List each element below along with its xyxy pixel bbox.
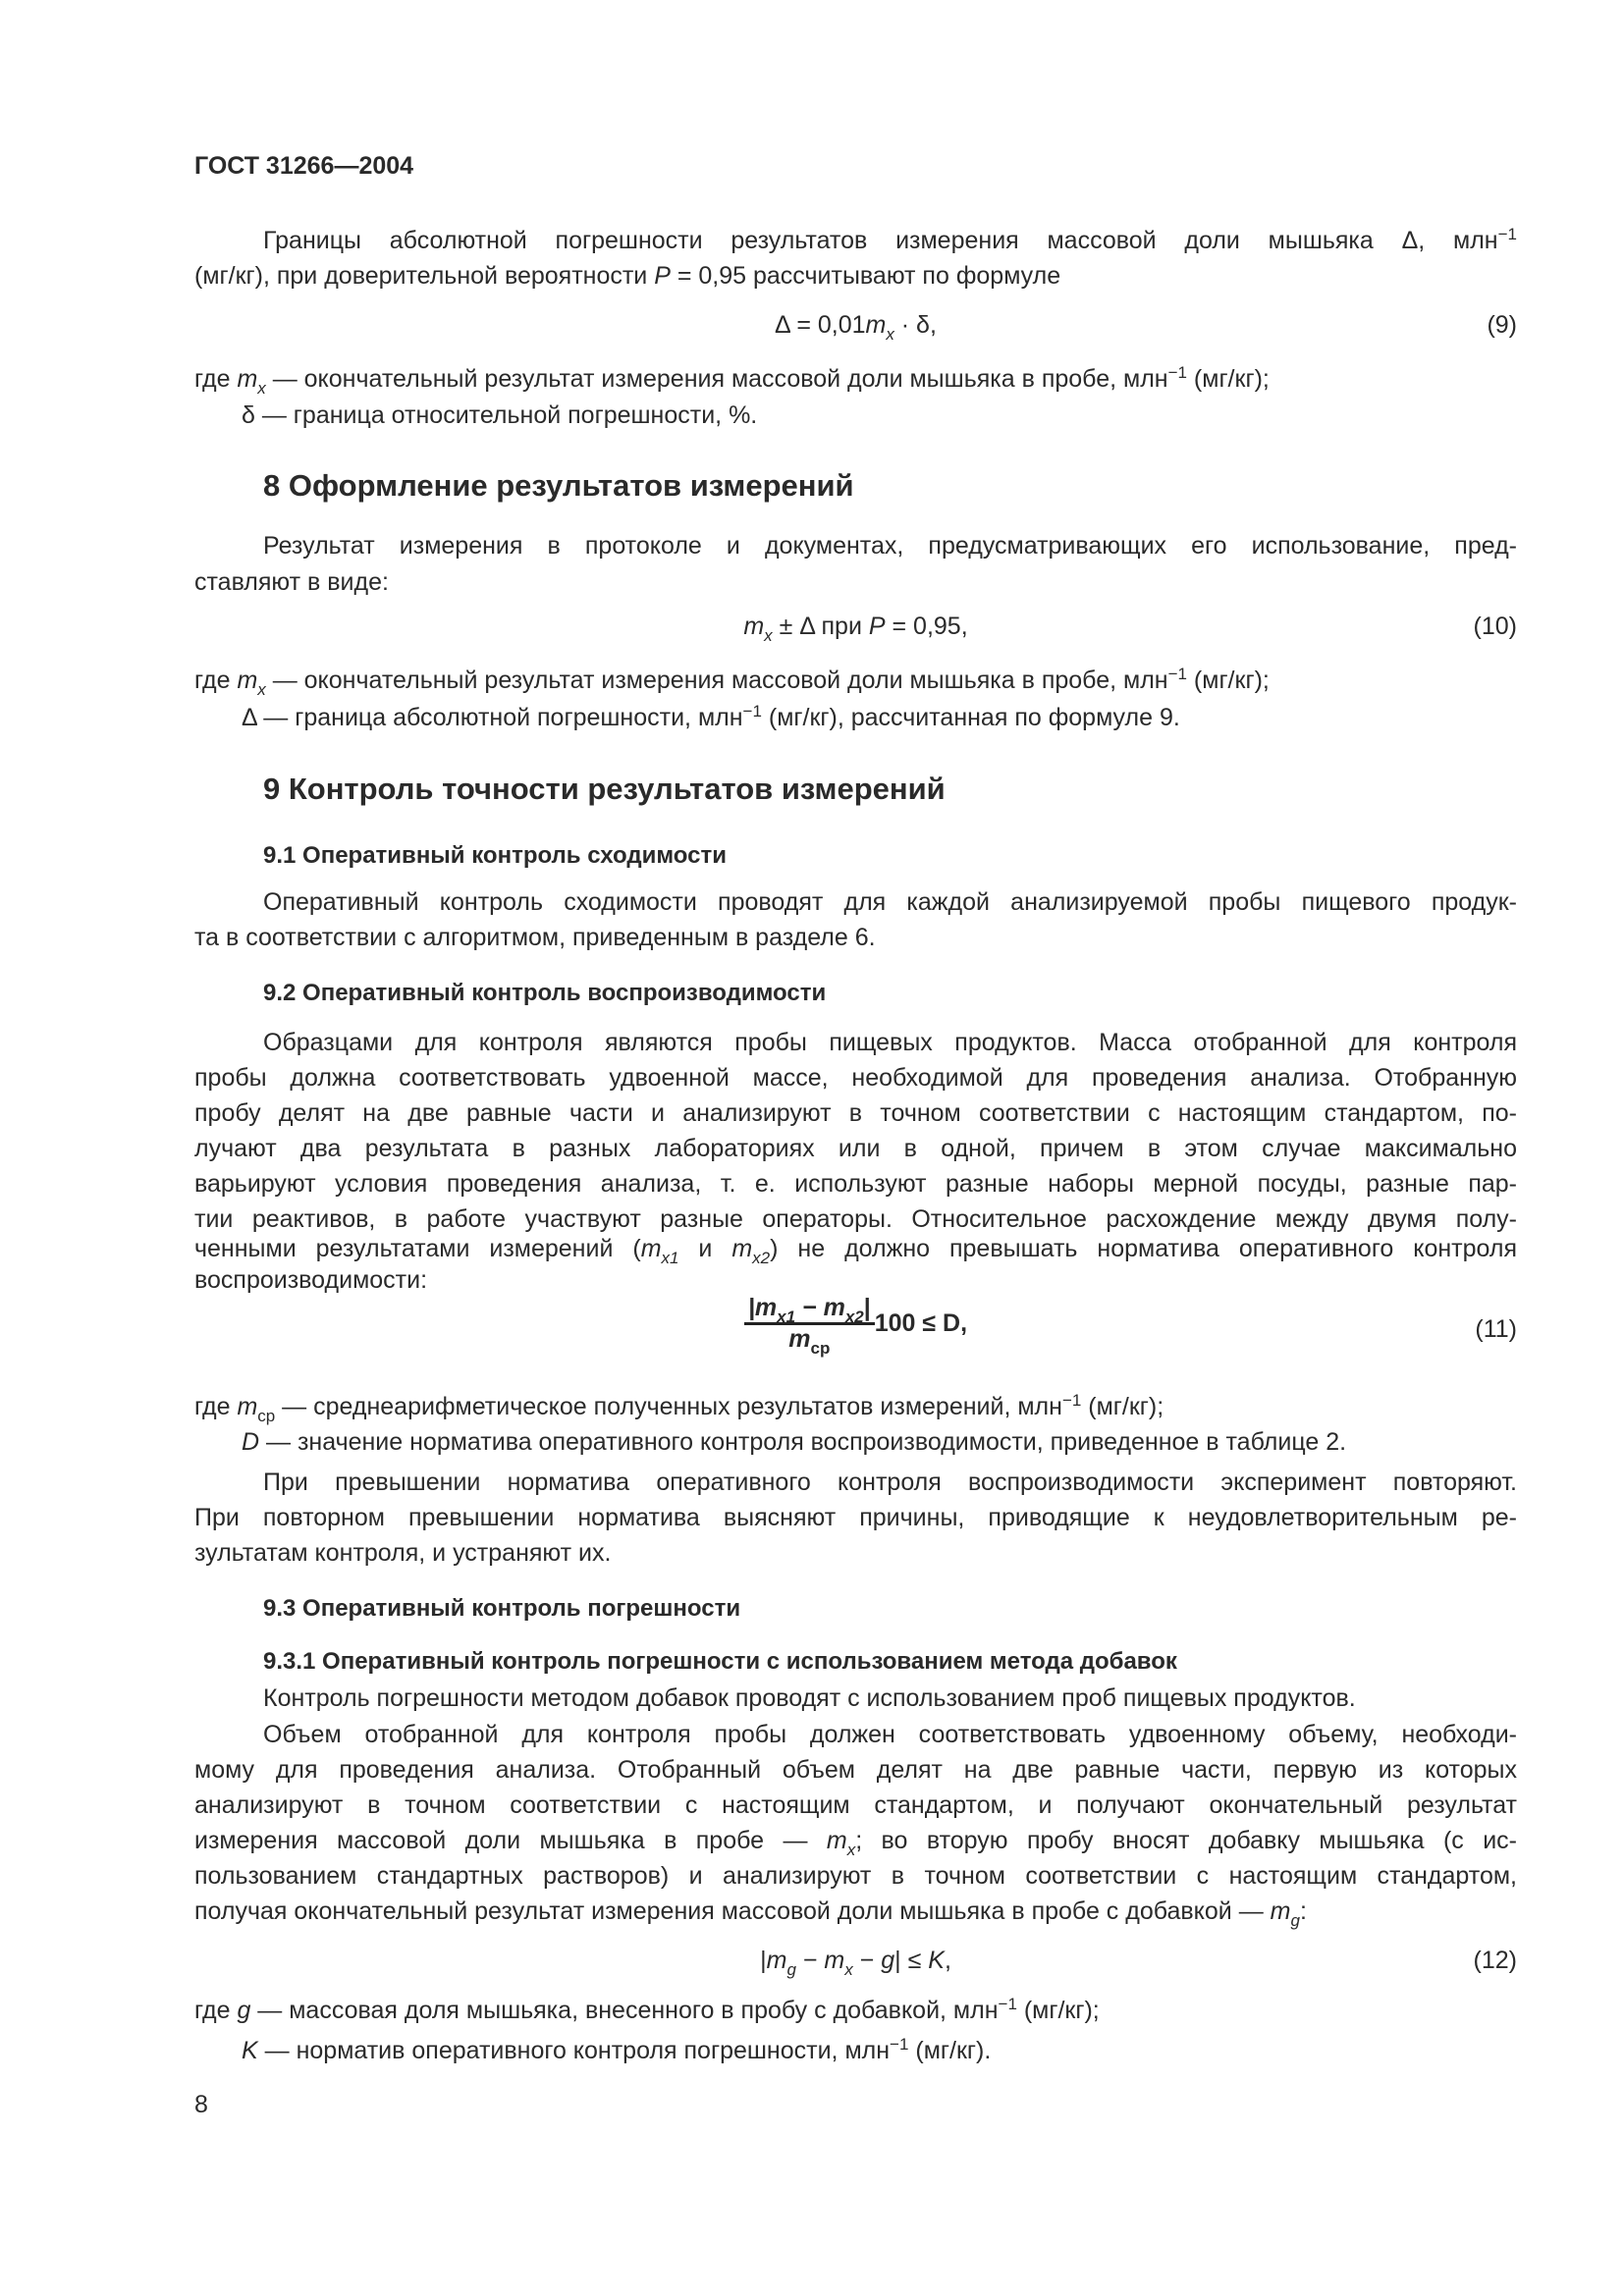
section-heading: 9 Контроль точности результатов измерений: [263, 772, 946, 806]
formula-number: (10): [1473, 613, 1517, 640]
definition-line: где $m_{cp}$ — среднеарифметическое полученных результатов измерений, млн$^{-1}$ (мг/кг);: [194, 1391, 1164, 1425]
definition-line: D — значение норматива оперативного контроля воспроизводимости, приведенное в таблице 2.: [242, 1428, 1347, 1456]
document-header: ГОСТ 31266—2004: [194, 152, 414, 180]
paragraph-line: ченными результатами измерений ($m_{x1}$ и $m_{x2}$) не должно превышать норматива оперативного контроля: [194, 1235, 1518, 1267]
paragraph-line: пользованием стандартных растворов) и анализируют в точном соответствии с настоящим стандартом,: [194, 1862, 1517, 1890]
formula-12: $|m_g - m_x - g| \le K$,: [760, 1947, 951, 1979]
paragraph-line: пробы должна соответствовать удвоенной массе, необходимой для проведения анализа. Отобранную: [194, 1064, 1517, 1092]
paragraph-line: измерения массовой доли мышьяка в пробе — $m_x$; во вторую пробу вносят добавку мышьяка (с ис-: [194, 1827, 1517, 1859]
definition-line: K — норматив оперативного контроля погрешности, млн$^{-1}$ (мг/кг).: [242, 2035, 992, 2064]
paragraph-line: тии реактивов, в работе участвуют разные операторы. Относительное расхождение между двумя полу-: [194, 1205, 1517, 1233]
paragraph-line: Границы абсолютной погрешности результатов измерения массовой доли мышьяка Δ, млн$^{-1}$: [263, 225, 1517, 254]
paragraph-line: Объем отобранной для контроля пробы должен соответствовать удвоенному объему, необходи-: [263, 1721, 1517, 1748]
paragraph-line: Результат измерения в протоколе и документах, предусматривающих его использование, пред-: [263, 532, 1517, 560]
definition-line: где $m_x$ — окончательный результат измерения массовой доли мышьяка в пробе, млн$^{-1}$ (мг/кг);: [194, 363, 1270, 398]
formula-number: (12): [1473, 1947, 1517, 1974]
paragraph-line: мому для проведения анализа. Отобранный объем делят на две равные части, первую из которых: [194, 1756, 1517, 1784]
paragraph-line: зультатам контроля, и устраняют их.: [194, 1539, 612, 1567]
fraction: $\frac{|m_{x1} - m_{x2}|}{m_{cp}}$: [744, 1294, 875, 1354]
paragraph-line: получая окончательный результат измерения массовой доли мышьяка в пробе с добавкой — $m_g$:: [194, 1897, 1307, 1930]
subsection-heading: 9.3 Оперативный контроль погрешности: [263, 1595, 741, 1622]
paragraph-line: лучают два результата в разных лабораториях или в одной, причем в этом случае максимально: [194, 1135, 1517, 1162]
subsection-heading: 9.2 Оперативный контроль воспроизводимости: [263, 980, 827, 1006]
page-number: 8: [194, 2091, 208, 2118]
formula-number: (9): [1487, 311, 1517, 339]
paragraph-line: При повторном превышении норматива выясняют причины, приводящие к неудовлетворительным ре-: [194, 1504, 1517, 1531]
paragraph-line: воспроизводимости:: [194, 1266, 428, 1294]
section-heading: 8 Оформление результатов измерений: [263, 468, 854, 503]
paragraph-line: (мг/кг), при доверительной вероятности P = 0,95 рассчитывают по формуле: [194, 262, 1061, 290]
paragraph-line: При превышении норматива оперативного контроля воспроизводимости эксперимент повторяют.: [263, 1468, 1517, 1496]
definition-line: где $m_x$ — окончательный результат измерения массовой доли мышьяка в пробе, млн$^{-1}$ (мг/кг);: [194, 665, 1270, 699]
formula-10: $m_x \pm \Delta$ при P = 0,95,: [743, 613, 968, 645]
paragraph-line: пробу делят на две равные части и анализируют в точном соответствии с настоящим стандартом, по-: [194, 1099, 1517, 1127]
paragraph-line: ставляют в виде:: [194, 568, 389, 596]
definition-line: Δ — граница абсолютной погрешности, млн$^{-1}$ (мг/кг), рассчитанная по формуле 9.: [242, 702, 1180, 731]
subsection-heading: 9.1 Оперативный контроль сходимости: [263, 842, 727, 869]
formula-11: $\frac{|m_{x1} - m_{x2}|}{m_{cp}}$ 100 ≤ D,: [194, 1294, 1517, 1354]
formula-9: $\Delta = 0,01m_x \cdot \delta$,: [775, 311, 937, 344]
paragraph-line: Образцами для контроля являются пробы пищевых продуктов. Масса отобранной для контроля: [263, 1029, 1517, 1056]
paragraph-line: Контроль погрешности методом добавок проводят с использованием проб пищевых продуктов.: [263, 1684, 1356, 1712]
paragraph-line: та в соответствии с алгоритмом, приведенным в разделе 6.: [194, 924, 876, 951]
paragraph-line: Оперативный контроль сходимости проводят для каждой анализируемой пробы пищевого продук-: [263, 888, 1517, 916]
paragraph-line: анализируют в точном соответствии с настоящим стандартом, и получают окончательный результат: [194, 1791, 1517, 1819]
definition-line: где g — массовая доля мышьяка, внесенного в пробу с добавкой, млн$^{-1}$ (мг/кг);: [194, 1995, 1100, 2024]
formula-number: (11): [1475, 1315, 1517, 1343]
definition-line: δ — граница относительной погрешности, %.: [242, 401, 758, 429]
paragraph-line: варьируют условия проведения анализа, т. е. используют разные наборы мерной посуды, разные пар-: [194, 1170, 1517, 1198]
subsection-heading: 9.3.1 Оперативный контроль погрешности с использованием метода добавок: [263, 1648, 1177, 1675]
